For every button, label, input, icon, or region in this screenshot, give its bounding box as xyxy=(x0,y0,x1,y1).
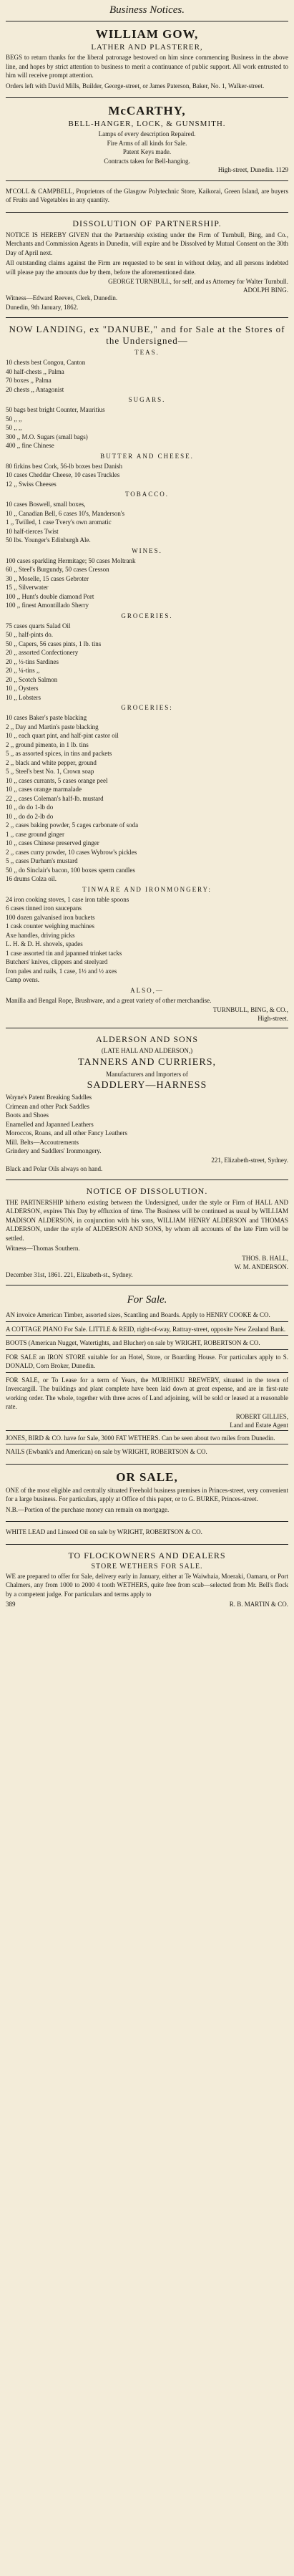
list-item: 2 ,, black and white pepper, ground xyxy=(6,758,97,766)
list-item: 80 firkins best Cork, 56-lb boxes best Danish xyxy=(6,462,122,470)
list-item: 15 ,, Silverwater xyxy=(6,584,49,591)
dissolution-sig: Dunedin, 9th January, 1862. xyxy=(6,303,79,311)
list-item: 50 ,, do Sinclair's bacon, 100 boxes sperm candles xyxy=(6,866,135,874)
orsale-body: ONE of the most eligible and centrally situated Freehold business premises in Princes-street, very convenient for a large business. For particulars, apply at Office of this paper, or to G. BURKE, Princes-street. xyxy=(6,1486,288,1502)
list-item: 10 ,, do do 1-lb do xyxy=(6,804,54,811)
alderson-trade2: Manufacturers and Importers of xyxy=(106,1070,188,1078)
forsale-item: AN invoice American Timber, assorted sizes, Scantling and Boards. Apply to HENRY COOKE & CO. xyxy=(6,1311,270,1318)
mccarthy-line: Fire Arms of all kinds for Sale. xyxy=(107,139,187,147)
mccarthy-line: Contracts taken for Bell-hanging. xyxy=(104,157,190,165)
tobacco-head: TOBACCO. xyxy=(124,491,170,498)
list-item: 2 ,, cases curry powder, 10 cases Wybrow's pickles xyxy=(6,848,137,856)
ad-mccarthy xyxy=(6,97,288,180)
notice-title: NOTICE OF DISSOLUTION. xyxy=(86,1185,208,1196)
wines-head: WINES. xyxy=(132,546,162,554)
list-item: Butchers' knives, clippers and steelyard xyxy=(6,958,108,965)
list-item: 6 cases tinned iron saucepans xyxy=(6,905,82,912)
alderson-subtitle: (LATE HALL AND ALDERSON,) xyxy=(101,1047,193,1054)
list-item: Boots and Shoes xyxy=(6,1111,49,1119)
list-item: 10 ,, Lobsters xyxy=(6,693,41,701)
sugars-head: SUGARS. xyxy=(128,396,166,403)
list-item: Moroccos, Roans, and all other Fancy Leathers xyxy=(6,1129,127,1137)
list-item: 10 ,, do do 2-lb do xyxy=(6,812,54,820)
mccarthy-subtitle: BELL-HANGER, LOCK, & GUNSMITH. xyxy=(68,120,226,128)
list-item: 50 lbs. Younger's Edinburgh Ale. xyxy=(6,536,91,544)
groceries-head: GROCERIES. xyxy=(121,612,173,619)
list-item: 20 ,, ¼-tins ,, xyxy=(6,667,40,674)
forsale-item5-sig: ROBERT GILLIES, xyxy=(235,1412,288,1420)
newspaper-page xyxy=(6,4,288,1615)
orsale-nb: N.B.—Portion of the purchase money can remain on mortgage. xyxy=(6,1505,170,1513)
list-item: 40 half-chests ,, Palma xyxy=(6,367,64,375)
list-item: 5 ,, as assorted spices, in tins and packets xyxy=(6,750,112,757)
landing-sig2: High-street. xyxy=(258,1015,288,1022)
list-item: Grindery and Saddlers' Ironmongery. xyxy=(6,1147,102,1154)
mccarthy-line: High-street, Dunedin. 1129 xyxy=(217,166,288,173)
forsale-item: JONES, BIRD & CO. have for Sale, 3000 FAT WETHERS. Can be seen about two miles from Dunedin. xyxy=(6,1430,288,1443)
section-header: Business Notices. xyxy=(109,4,185,16)
list-item: 10 ,, Canadian Bell, 6 cases 10's, Manderson's xyxy=(6,509,124,517)
ad-landing xyxy=(6,317,288,1028)
list-item: 100 ,, finest Amontillado Sherry xyxy=(6,602,89,609)
list-item: 10 ,, Oysters xyxy=(6,685,39,692)
list-item: Crimean and other Pack Saddles xyxy=(6,1102,89,1110)
list-item: 400 ,, fine Chinese xyxy=(6,442,54,449)
gow-body: BEGS to return thanks for the liberal patronage bestowed on him since commencing Business in the above line, and hopes by strict attention to business to merit a continuance of public support. All work entrusted to him will receive prompt attention. xyxy=(6,54,288,79)
flock-num: 389 xyxy=(6,1601,16,1608)
list-item: 50 bags best bright Counter, Mauritius xyxy=(6,406,105,413)
forsale-item: FOR SALE, or To Lease for a term of Years, the MURIHIKU BREWERY, situated in the town of Invercargill. The buildings and plant complete have been laid down at great expense, and are in first-rate working order. The whole, together with three acres of Land adjoining, will be sold or leased at a reasonable rate. xyxy=(6,1372,288,1412)
ad-alderson xyxy=(6,1028,288,1180)
list-item: 20 ,, Scotch Salmon xyxy=(6,675,58,683)
mccarthy-title: McCARTHY, xyxy=(108,104,186,117)
notice-sig1: THOS. B. HALL, xyxy=(242,1254,288,1262)
list-item: 16 drums Colza oil. xyxy=(6,875,57,882)
gow-subtitle: LATHER AND PLASTERER, xyxy=(91,43,203,52)
list-item: 30 ,, Moselle, 15 cases Gebroter xyxy=(6,574,89,582)
list-item: 60 ,, Steel's Burgundy, 50 cases Cresson xyxy=(6,566,109,573)
list-item: 10 chests best Congou, Canton xyxy=(6,359,86,366)
list-item: Mill. Belts—Accoutrements xyxy=(6,1138,79,1146)
flock-body: WE are prepared to offer for Sale, delivery early in January, either at Te Waiwhaia, Moeraki, Oamaru, or Port Chalmers, any from 1000 to 2000 4 tooth WETHERS, quite free from scab—selected from Mr. Bell's flock by a competent judge. For particulars and terms apply to xyxy=(6,1572,288,1598)
list-item: Enamelled and Japanned Leathers xyxy=(6,1120,94,1128)
flock-sig: R. B. MARTIN & CO. xyxy=(229,1601,288,1608)
list-item: 24 iron cooking stoves, 1 case iron table spoons xyxy=(6,895,129,903)
alderson-saddlery: SADDLERY—HARNESS xyxy=(87,1080,207,1091)
list-item: 22 ,, cases Coleman's half-lb. mustard xyxy=(6,794,104,802)
list-item: 50 ,, ,, xyxy=(6,415,22,423)
list-item: 12 ,, Swiss Cheeses xyxy=(6,480,57,488)
forsale-item: FOR SALE an IRON STORE suitable for an Hotel, Store, or Boarding House. For particulars apply to S. DONALD, Corn Broker, Dunedin. xyxy=(6,1349,288,1371)
list-item: 1 cask counter weighing machines xyxy=(6,922,94,930)
list-item: Camp ovens. xyxy=(6,976,39,983)
mccarthy-line: Patent Keys made. xyxy=(122,148,172,155)
list-item: 1 ,, case ground ginger xyxy=(6,830,64,838)
ad-orsale xyxy=(6,1464,288,1522)
dissolution-body: NOTICE IS HEREBY GIVEN that the Partnership existing under the Firm of Turnbull, Bing, and Co., Merchants and Commission Agents in Dunedin, will expire and be Dissolved by Mutual Consent on the 30th Day of April next. xyxy=(6,231,288,256)
dissolution-title: DISSOLUTION OF PARTNERSHIP. xyxy=(72,218,222,228)
list-item: 10 ,, cases Chinese preserved ginger xyxy=(6,839,99,846)
groceries2-head: GROCERIES: xyxy=(121,704,173,711)
forsale-item: BOOTS (American Nugget, Watertights, and Blucher) on sale by WRIGHT, ROBERTSON & CO. xyxy=(6,1335,288,1348)
gow-orders: Orders left with David Mills, Builder, George-street, or James Paterson, Baker, No. 1, Walker-street. xyxy=(6,82,265,90)
list-item: Black and Polar Oils always on hand. xyxy=(6,1165,103,1172)
dissolution-body2: All outstanding claims against the Firm are requested to be sent in without delay, and all persons indebted will please pay the amounts due by them, before the aforementioned date. xyxy=(6,259,288,276)
orsale-head: OR SALE, xyxy=(116,1470,178,1484)
notice-witness: Witness—Thomas Southern. xyxy=(6,1245,80,1252)
forsale-item: A COTTAGE PIANO For Sale. LITTLE & REID, right-of-way, Rattray-street, opposite New Zealand Bank. xyxy=(6,1321,288,1334)
alderson-title: ALDERSON AND SONS xyxy=(95,1034,199,1044)
list-item: Iron pales and nails, 1 case, 1½ and ½ axes xyxy=(6,967,117,975)
list-item: 20 ,, assorted Confectionery xyxy=(6,649,79,656)
ad-forsale xyxy=(6,1285,288,1464)
ad-dissolution xyxy=(6,212,288,318)
list-item: 10 cases Cheddar Cheese, 10 cases Truckles xyxy=(6,471,120,478)
dissolution-sig: GEORGE TURNBULL, for self, and as Attorney for Walter Turnbull. xyxy=(108,278,288,285)
list-item: 2 ,, ground pimento, in 1 lb. tins xyxy=(6,741,89,748)
list-item: 10 ,, each quart pint, and half-pint castor oil xyxy=(6,732,119,739)
list-item: 50 ,, ,, xyxy=(6,424,22,431)
list-item: Axe handles, driving picks xyxy=(6,931,75,939)
list-item: 10 ,, cases currants, 5 cases orange peel xyxy=(6,776,108,784)
notice-sig2: W. M. ANDERSON. xyxy=(234,1263,288,1270)
list-item: 10 half-tierces Twist xyxy=(6,527,59,535)
dissolution-sig: ADOLPH BING. xyxy=(243,286,288,294)
list-item: 50 ,, Capers, 56 cases pints, 1 lb. tins xyxy=(6,640,102,647)
lead-body: WHITE LEAD and Linseed Oil on sale by WRIGHT, ROBERTSON & CO. xyxy=(6,1528,202,1535)
list-item: 2 ,, Day and Martin's paste blacking xyxy=(6,723,99,730)
notice-body: THE PARTNERSHIP hitherto existing between the Undersigned, under the style or Firm of HALL AND ALDERSON, expires This Day by effluxion of time. The Business will be continued as usual by WILLIAM MADISON ALDERSON, in conjunction with his sons, WILLIAM HENRY ALDERSON and THOMAS ALDERSON, under the style of ALDERSON AND SONS, by whom all accounts of the late Firm will be settled. xyxy=(6,1198,288,1242)
ad-flock xyxy=(6,1544,288,1615)
list-item: 5 ,, cases Durham's mustard xyxy=(6,857,78,864)
list-item: 10 cases Boswell, small boxes, xyxy=(6,501,86,508)
landing-title: NOW LANDING, ex "DANUBE," and for Sale at the Stores of the Undersigned— xyxy=(9,324,285,346)
tinware-head: TINWARE AND IRONMONGERY: xyxy=(82,885,212,893)
list-item: 20 ,, ½-tins Sardines xyxy=(6,657,59,665)
dissolution-sig: Witness—Edward Reeves, Clerk, Dunedin. xyxy=(6,294,118,302)
list-item: 1 ,, Twilled, 1 case Tvery's own aromatic xyxy=(6,518,112,526)
list-item: 50 ,, half-pints do. xyxy=(6,631,53,638)
mccarthy-line: Lamps of every description Repaired. xyxy=(98,130,196,138)
notice-date: December 31st, 1861. 221, Elizabeth-st., Sydney. xyxy=(6,1270,133,1278)
also-body: Manilla and Bengal Rope, Brushware, and a great variety of other merchandise. xyxy=(6,996,212,1004)
ad-notice xyxy=(6,1180,288,1285)
list-item: 5 ,, Steel's best No. 1, Crown soap xyxy=(6,768,94,775)
list-item: 70 boxes ,, Palma xyxy=(6,377,52,384)
list-item: 2 ,, cases baking powder, 5 cages carbonate of soda xyxy=(6,821,139,829)
list-item: 10 ,, cases orange marmalade xyxy=(6,786,82,793)
list-item: 100 cases sparkling Hermitage; 50 cases Moltrank xyxy=(6,556,136,564)
ad-mccoll xyxy=(6,180,288,212)
also-head: ALSO,— xyxy=(130,986,164,994)
list-item: L. H. & D. H. shovels, spades xyxy=(6,940,83,947)
ad-lead xyxy=(6,1521,288,1544)
list-item: 221, Elizabeth-street, Sydney. xyxy=(211,1156,288,1164)
list-item: Wayne's Patent Breaking Saddles xyxy=(6,1094,92,1101)
forsale-item: NAILS (Ewbank's and American) on sale by WRIGHT, ROBERTSON & CO. xyxy=(6,1444,288,1457)
teas-head: TEAS. xyxy=(134,349,160,356)
butter-head: BUTTER AND CHEESE. xyxy=(100,452,194,460)
flock-title: TO FLOCKOWNERS AND DEALERS xyxy=(68,1550,226,1560)
forsale-head: For Sale. xyxy=(127,1294,167,1306)
alderson-trade: TANNERS AND CURRIERS, xyxy=(78,1056,216,1068)
gow-title: WILLIAM GOW, xyxy=(95,27,199,41)
list-item: 300 ,, M.O. Sugars (small bags) xyxy=(6,433,88,440)
list-item: 100 dozen galvanised iron buckets xyxy=(6,913,95,921)
landing-sig: TURNBULL, BING, & CO., xyxy=(212,1006,288,1013)
list-item: 75 cases quarts Salad Oil xyxy=(6,622,71,629)
list-item: 10 cases Baker's paste blacking xyxy=(6,714,87,721)
forsale-item5-sig2: Land and Estate Agent xyxy=(230,1421,288,1429)
list-item: 1 case assorted tin and japanned trinket tacks xyxy=(6,949,122,957)
mccoll-body: M'COLL & CAMPBELL, Proprietors of the Glasgow Polytechnic Store, Kaikorai, Green Island, are buyers of Fruits and Vegetables in any quantity. xyxy=(6,187,288,203)
ad-gow xyxy=(6,21,288,97)
flock-sub: STORE WETHERS FOR SALE. xyxy=(91,1562,203,1571)
list-item: 100 ,, Hunt's double diamond Port xyxy=(6,592,94,600)
list-item: 20 chests ,, Antagonist xyxy=(6,385,64,393)
